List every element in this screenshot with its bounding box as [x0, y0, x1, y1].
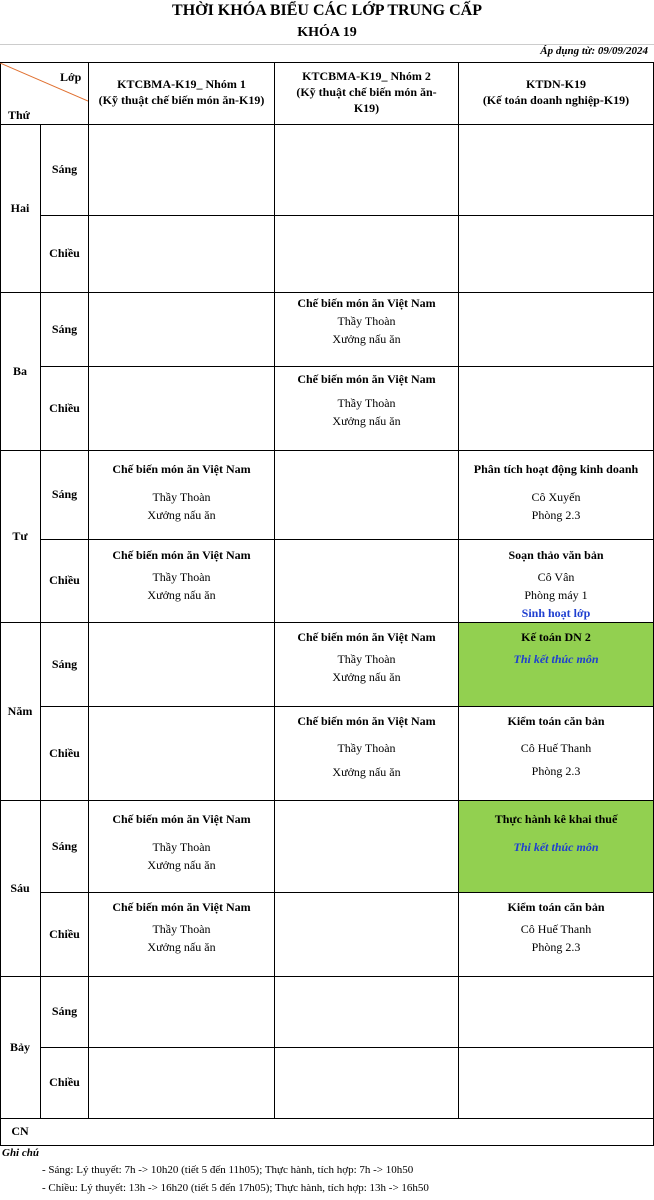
entry-sau-chieu-class3: Kiểm toán căn bản Cô Huế Thanh Phòng 2.3	[507, 900, 605, 954]
day-bay: Bảy	[9, 1039, 30, 1054]
header-lop: Lớp	[60, 70, 82, 84]
day-hai: Hai	[10, 200, 30, 215]
session-sau-sang: Sáng	[51, 838, 78, 853]
class-header-3: KTDN-K19 (Kế toán doanh nghiệp-K19)	[482, 77, 630, 107]
entry-sau-chieu-class1: Chế biến món ăn Việt Nam Thầy Thoàn Xưởng nấu ăn	[112, 900, 251, 954]
class-header-1: KTCBMA-K19_ Nhóm 1 (Kỹ thuật chế biến món ăn-K19)	[98, 77, 265, 107]
note-morning: - Sáng: Lý thuyết: 7h -> 10h20 (tiết 5 đến 11h05); Thực hành, tích hợp: 7h -> 10h50	[42, 1164, 414, 1176]
entry-ba-chieu-class2: Chế biến món ăn Việt Nam Thầy Thoàn Xưởng nấu ăn	[297, 372, 436, 428]
entry-sau-sang-class3: Thực hành kê khai thuế Thi kết thúc môn	[459, 801, 653, 892]
day-cn: CN	[11, 1124, 29, 1138]
exam-note: Thi kết thúc môn	[513, 652, 599, 666]
session-ba-chieu: Chiều	[49, 400, 80, 415]
entry-nam-chieu-class2: Chế biến món ăn Việt Nam Thầy Thoàn Xưởng nấu ăn	[297, 714, 436, 779]
session-bay-sang: Sáng	[51, 1004, 78, 1018]
day-tu: Tư	[12, 528, 28, 543]
class-meeting-label: Sinh hoạt lớp	[521, 606, 591, 620]
session-sau-chieu: Chiều	[49, 926, 80, 941]
page-title: THỜI KHÓA BIỂU CÁC LỚP TRUNG CẤP	[172, 2, 482, 19]
entry-tu-chieu-class1: Chế biến món ăn Việt Nam Thầy Thoàn Xưởng nấu ăn	[112, 548, 251, 602]
page-subtitle: KHÓA 19	[297, 25, 357, 40]
session-hai-chieu: Chiều	[49, 246, 80, 260]
session-bay-chieu: Chiều	[49, 1075, 80, 1089]
entry-tu-chieu-class3: Soạn thảo văn bản Cô Vân Phòng máy 1 Sinh hoạt lớp	[459, 546, 653, 622]
session-tu-chieu: Chiều	[49, 573, 80, 587]
session-hai-sang: Sáng	[51, 162, 78, 176]
day-nam: Năm	[7, 703, 33, 718]
note-afternoon: - Chiều: Lý thuyết: 13h -> 16h20 (tiết 5 đến 17h05); Thực hành, tích hợp: 13h -> 16h50	[42, 1182, 429, 1194]
exam-note: Thi kết thúc môn	[513, 840, 599, 854]
entry-sau-sang-class1: Chế biến món ăn Việt Nam Thầy Thoàn Xưởng nấu ăn	[112, 812, 251, 872]
session-nam-sang: Sáng	[51, 656, 78, 671]
day-sau: Sáu	[10, 880, 30, 895]
notes-title: Ghi chú	[2, 1147, 39, 1159]
session-nam-chieu: Chiều	[49, 745, 80, 760]
entry-tu-sang-class1: Chế biến món ăn Việt Nam Thầy Thoàn Xưởng nấu ăn	[112, 462, 251, 522]
entry-nam-sang-class2: Chế biến món ăn Việt Nam Thầy Thoàn Xưởng nấu ăn	[297, 630, 436, 684]
day-ba: Ba	[12, 363, 27, 378]
entry-ba-sang-class2: Chế biến món ăn Việt Nam Thầy Thoàn Xưởng nấu ăn	[297, 296, 436, 346]
session-tu-sang: Sáng	[51, 487, 78, 501]
class-header-2: KTCBMA-K19_ Nhóm 2 (Kỹ thuật chế biến món ăn- K19)	[296, 69, 437, 115]
notes-section	[2, 1147, 429, 1197]
header-thu: Thứ	[8, 108, 30, 122]
entry-nam-sang-class3: Kế toán DN 2 Thi kết thúc môn	[459, 623, 653, 706]
applied-date: Áp dụng từ: 09/09/2024	[540, 45, 648, 57]
session-ba-sang: Sáng	[51, 321, 78, 336]
entry-nam-chieu-class3: Kiểm toán căn bản Cô Huế Thanh Phòng 2.3	[507, 714, 605, 778]
entry-tu-sang-class3: Phân tích hoạt động kinh doanh Cô Xuyến Phòng 2.3	[473, 462, 639, 522]
